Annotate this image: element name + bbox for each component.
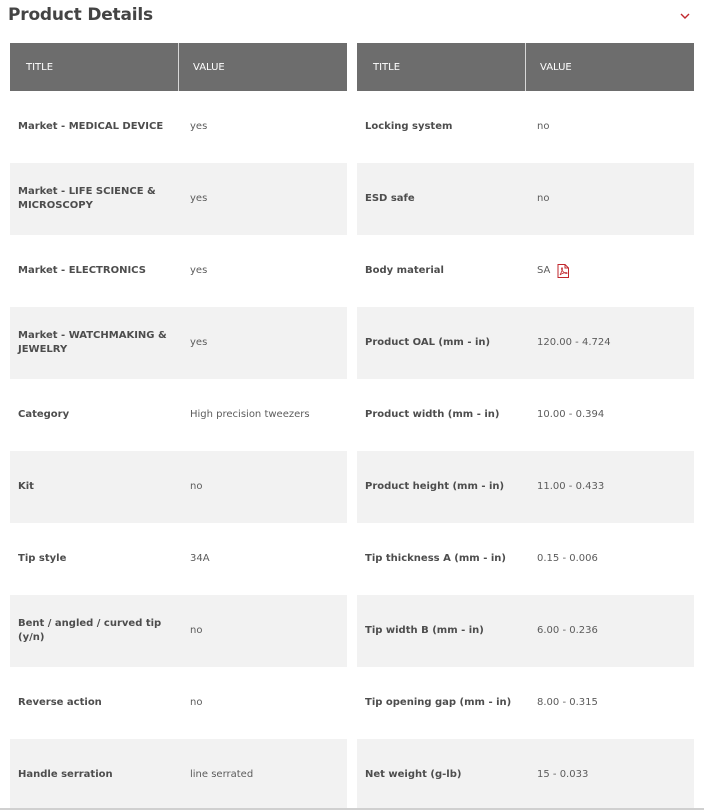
spec-title: Product height (mm - in) [365, 481, 505, 492]
table-row [357, 595, 694, 667]
spec-value: 11.00 - 0.433 [537, 481, 605, 492]
table-row [357, 451, 694, 523]
table-row [10, 595, 347, 667]
spec-title: Net weight (g-lb) [365, 769, 462, 780]
column-header-title: TITLE [357, 43, 526, 91]
spec-value: no [537, 193, 550, 204]
table-row [357, 379, 694, 451]
table-header [10, 43, 347, 91]
spec-value: SA [537, 265, 551, 276]
spec-title: Handle serration [18, 769, 113, 780]
table-row [357, 163, 694, 235]
table-body [10, 91, 347, 810]
spec-title: Market - ELECTRONICS [18, 265, 146, 276]
spec-value: 34A [190, 553, 210, 564]
table-header [357, 43, 694, 91]
column-header-value: VALUE [193, 61, 225, 73]
column-header-value: VALUE [540, 61, 572, 73]
spec-value: yes [190, 337, 208, 348]
spec-value: no [190, 697, 203, 708]
spec-value: 10.00 - 0.394 [537, 409, 605, 420]
spec-title: Category [18, 409, 70, 420]
spec-title: Bent / angled / curved tip (y/n) [18, 618, 162, 643]
spec-title: Product width (mm - in) [365, 409, 500, 420]
spec-value: no [190, 481, 203, 492]
spec-title: Body material [365, 265, 444, 276]
table-row [10, 667, 347, 739]
spec-value: High precision tweezers [190, 409, 310, 420]
product-details-header[interactable] [0, 0, 704, 34]
spec-title: ESD safe [365, 193, 415, 204]
table-row [10, 739, 347, 810]
spec-title: Locking system [365, 121, 453, 132]
spec-value: 0.15 - 0.006 [537, 553, 598, 564]
spec-value: 15 - 0.033 [537, 769, 589, 780]
spec-title: Tip style [18, 553, 67, 564]
spec-table-left [10, 43, 347, 810]
table-row [357, 91, 694, 163]
table-row [357, 739, 694, 810]
spec-value: no [537, 121, 550, 132]
table-row [10, 235, 347, 307]
table-row [10, 451, 347, 523]
table-row [357, 523, 694, 595]
spec-title: Market - MEDICAL DEVICE [18, 121, 164, 132]
table-row [357, 307, 694, 379]
section-title: Product Details [8, 5, 153, 25]
spec-title: Reverse action [18, 697, 102, 708]
spec-title: Tip thickness A (mm - in) [365, 553, 506, 564]
spec-value-cell [527, 235, 694, 307]
spec-title: Tip width B (mm - in) [365, 625, 484, 636]
spec-title: Product OAL (mm - in) [365, 337, 491, 348]
table-row [10, 523, 347, 595]
table-row [10, 163, 347, 235]
spec-value: yes [190, 121, 208, 132]
table-row [10, 379, 347, 451]
spec-title: Tip opening gap (mm - in) [365, 697, 512, 708]
table-row [10, 91, 347, 163]
column-header-title: TITLE [10, 43, 179, 91]
table-row [357, 235, 694, 307]
table-row [357, 667, 694, 739]
spec-title: Market - LIFE SCIENCE & MICROSCOPY [18, 186, 156, 211]
spec-table-right [357, 43, 694, 810]
pdf-icon[interactable] [557, 264, 569, 278]
spec-value: 120.00 - 4.724 [537, 337, 611, 348]
spec-value: 6.00 - 0.236 [537, 625, 598, 636]
spec-value: no [190, 625, 203, 636]
spec-value: line serrated [190, 769, 254, 780]
spec-title: Market - WATCHMAKING & JEWELRY [18, 330, 167, 355]
spec-value: yes [190, 193, 208, 204]
spec-value: 8.00 - 0.315 [537, 697, 598, 708]
table-body [357, 91, 694, 810]
spec-value: yes [190, 265, 208, 276]
chevron-down-icon[interactable] [678, 9, 692, 23]
spec-title: Kit [18, 481, 34, 492]
table-row [10, 307, 347, 379]
